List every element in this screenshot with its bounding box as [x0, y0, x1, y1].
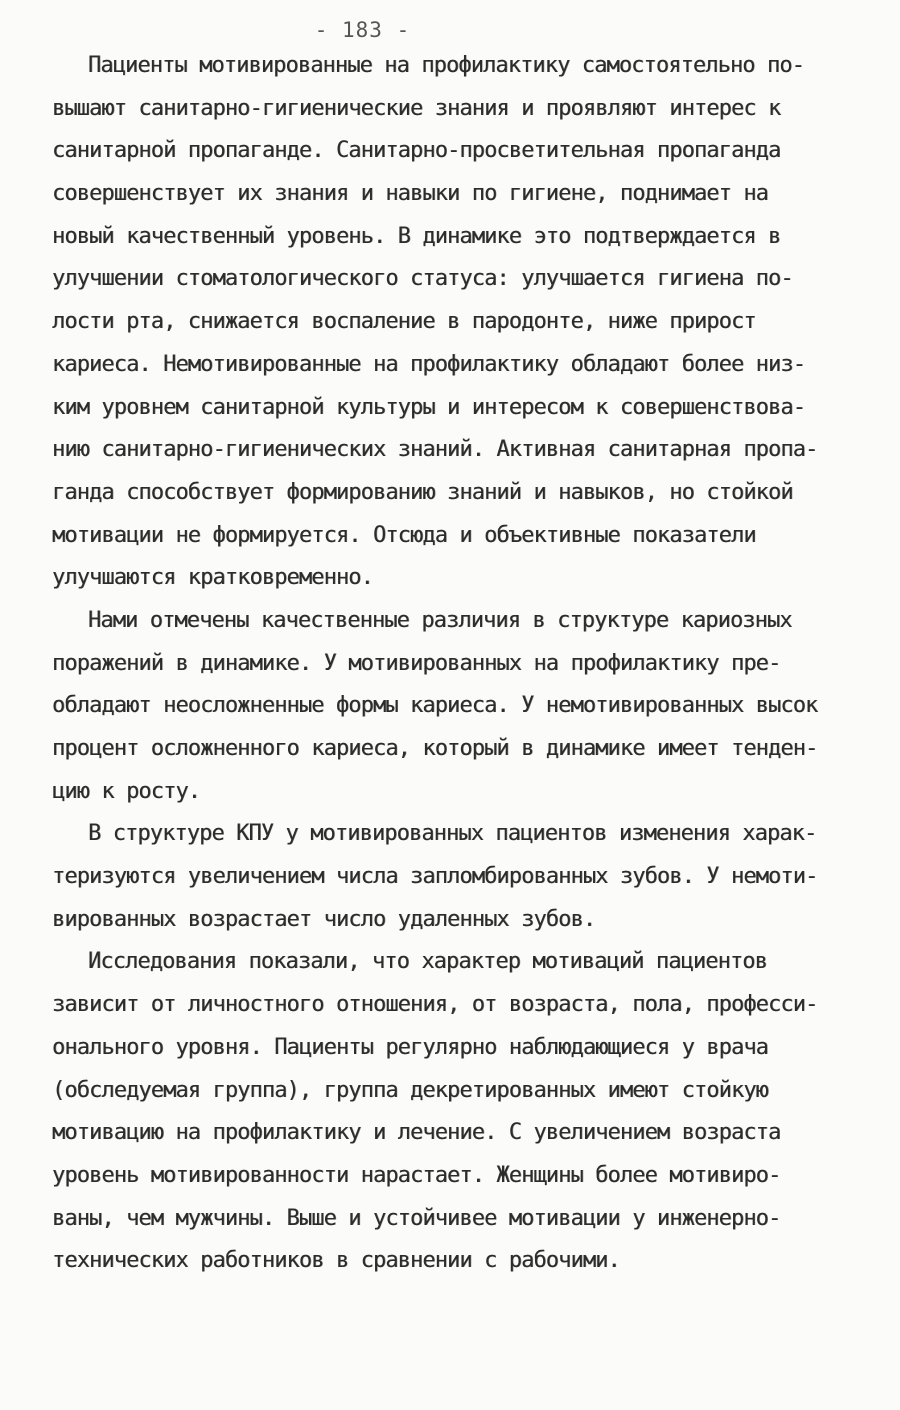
- paragraph-kpu-structure: [52, 813, 852, 941]
- text-line: вышают санитарно-гигиенические знания и проявляют интерес к: [52, 95, 781, 121]
- text-line: ваны, чем мужчины. Выше и устойчивее мотивации у инженерно-: [52, 1205, 781, 1231]
- text-line: Пациенты мотивированные на профилактику самостоятельно по-: [88, 53, 805, 78]
- text-line: нию санитарно-гигиенических знаний. Активная санитарная пропа-: [52, 437, 818, 463]
- paragraph-research-findings: [52, 941, 852, 1283]
- text-line: процент осложненного кариеса, который в динамике имеет тенден-: [52, 736, 818, 761]
- text-line: (обследуемая группа), группа декретированных имеют стойкую: [52, 1077, 769, 1103]
- text-line: поражений в динамике. У мотивированных на профилактику пре-: [52, 650, 781, 676]
- text-line: Исследования показали, что характер мотиваций пациентов: [88, 949, 767, 975]
- body-text: [52, 45, 852, 1283]
- text-line: мотивации не формируется. Отсюда и объективные показатели: [52, 522, 756, 548]
- text-line: мотивацию на профилактику и лечение. С увеличением возраста: [52, 1120, 781, 1146]
- text-line: вированных возрастает число удаленных зубов.: [52, 906, 596, 932]
- paragraph-caries-structure: [52, 600, 852, 813]
- text-line: технических работников в сравнении с рабочими.: [52, 1248, 620, 1274]
- text-line: ганда способствует формированию знаний и навыков, но стойкой: [52, 479, 793, 505]
- text-line: совершенствует их знания и навыки по гигиене, поднимает на: [52, 181, 769, 207]
- text-line: зависит от личностного отношения, от возраста, пола, професси-: [52, 992, 818, 1018]
- paragraph-motivation-effects: [52, 45, 852, 600]
- text-line: уровень мотивированности нарастает. Женщины более мотивиро-: [52, 1162, 781, 1188]
- text-line: теризуются увеличением числа запломбированных зубов. У немоти-: [52, 864, 818, 890]
- text-line: улучшении стоматологического статуса: улучшается гигиена по-: [52, 266, 793, 292]
- text-line: ким уровнем санитарной культуры и интересом к совершенствова-: [52, 394, 806, 420]
- text-line: кариеса. Немотивированные на профилактику обладают более низ-: [52, 351, 806, 377]
- text-line: улучшаются кратковременно.: [52, 565, 373, 591]
- text-line: обладают неосложненные формы кариеса. У немотивированных высок: [52, 693, 818, 719]
- text-line: санитарной пропаганде. Санитарно-просветительная пропаганда: [52, 138, 781, 164]
- text-line: Нами отмечены качественные различия в структуре кариозных: [88, 607, 792, 633]
- text-line: онального уровня. Пациенты регулярно наблюдающиеся у врача: [52, 1034, 769, 1060]
- text-line: новый качественный уровень. В динамике это подтверждается в: [52, 223, 781, 249]
- page-number: - 183 -: [314, 18, 411, 42]
- text-line: лости рта, снижается воспаление в пародонте, ниже прирост: [52, 309, 756, 335]
- text-line: В структуре КПУ у мотивированных пациентов изменения харак-: [88, 821, 817, 847]
- text-line: цию к росту.: [52, 778, 201, 804]
